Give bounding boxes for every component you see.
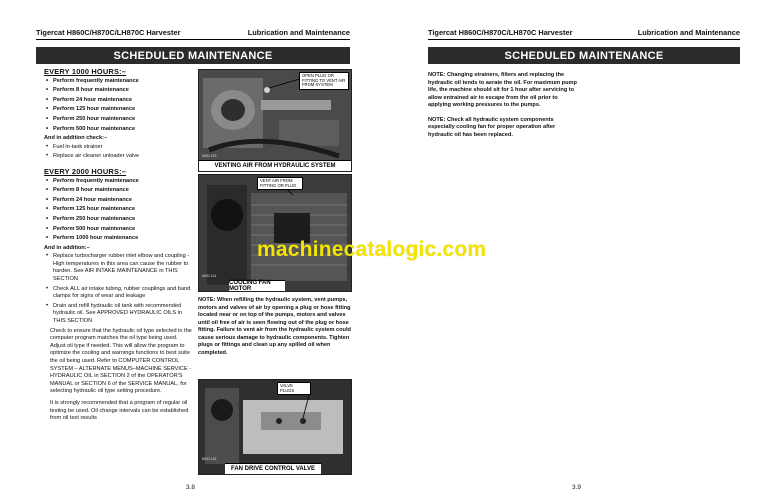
list-item: • Fuel in-tank strainer [44,144,194,152]
fan-drive-caption: FAN DRIVE CONTROL VALVE [225,463,321,474]
list-item: • Perform 250 hour maintenance [44,116,194,124]
list-item: • Replace turbocharger rubber inlet elbow and coupling - High temperatures in this area can cause the rubber to harden. See AIR INTAKE MAINTENANCE in THIS SECTION [44,253,194,283]
left-header-section: Lubrication and Maintenance [247,28,350,37]
every-1000-list [44,78,194,134]
left-header-title: Tigercat H860C/H870C/LH870C Harvester [36,28,181,37]
fan-drive-callout: VALVE PLUGS [277,382,311,395]
list-item: • Perform 8 hour maintenance [44,87,194,95]
right-running-header [428,18,740,40]
list-item: • Perform frequently maintenance [44,178,194,186]
list-item: • Perform 500 hour maintenance [44,126,194,134]
every-1000-heading: EVERY 1000 HOURS:– [44,67,127,76]
left-section-banner: SCHEDULED MAINTENANCE [36,47,350,64]
every-2000-list [44,178,194,243]
fan-drive-photo-id: 8600-136 [202,457,217,461]
list-item: • Perform 1000 hour maintenance [44,235,194,243]
list-item: • Perform frequently maintenance [44,78,194,86]
list-item: • Check ALL air intake tubing, rubber couplings and band clamps for signs of wear and leakage [44,286,194,301]
cooling-fan-photo [198,174,352,292]
venting-photo-id: 8600-139 [202,154,217,158]
list-item: • Drain and refill hydraulic oil tank with recommended hydraulic oil. See APPROVED HYDRAULIC OILS in THIS SECTION [44,303,194,326]
right-header-title: Tigercat H860C/H870C/LH870C Harvester [428,28,573,37]
oil-testing-paragraph: It is strongly recommended that a program of regular oil testing be used. Oil change intervals can be established from oil test results [50,399,189,422]
cooling-photo-id: 8600-144 [202,274,217,278]
every-2000-section [44,168,194,423]
refilling-note: NOTE: When refilling the hydraulic system, vent pumps, motors and valves of air by opening a plug or hose fitting located near or on top of the pumps, motors and valves until oil free of air is seen flowing out of the plug or hose fitting. Failure to vent air from the hydraulic system could cause serious damage to hydraulic components. Tighten plugs or fittings and clean up any spilled oil when completed. [198,297,351,356]
right-notes [428,72,578,146]
watermark: machinecatalogic.com [257,238,487,261]
every-2000-addition-list [44,253,194,325]
aeration-note: NOTE: Changing strainers, filters and replacing the hydraulic oil tends to aerate the oil. For maximum pump life, the machine should sit for 1 hour after servicing to allow entrained air to escape from the oil prior to applying working pressures to the pumps. [428,72,577,108]
left-page-number: 3.8 [186,484,195,491]
every-2000-heading: EVERY 2000 HOURS:– [44,166,127,176]
fan-drive-illustration [199,380,352,475]
maintenance-schedule-column [44,68,194,427]
fan-drive-photo [198,379,352,475]
list-item: • Perform 250 hour maintenance [44,216,194,224]
venting-callout: OPEN PLUG OR FITTING TO VENT AIR FROM SYSTEM [299,72,349,90]
right-page-number: 3.9 [572,484,581,491]
cooling-callout: VENT AIR FROM FITTING OR PLUG [257,177,303,190]
list-item: • Replace air cleaner unloader valve [44,153,194,161]
left-running-header [36,18,350,40]
list-item: • Perform 500 hour maintenance [44,226,194,234]
every-1000-addition-label: And in addition check:– [44,135,108,142]
right-section-banner: SCHEDULED MAINTENANCE [428,47,740,64]
list-item: • Perform 24 hour maintenance [44,97,194,105]
list-item: • Perform 125 hour maintenance [44,106,194,114]
venting-air-photo [198,69,352,172]
list-item: • Perform 24 hour maintenance [44,197,194,205]
oil-type-paragraph: Check to ensure that the hydraulic oil type selected in the computer program matches the oil type being used. Adjust oil type if needed. This will allow the program to optimize the cooling and warnings functions to best suite the oil being used. Refer to COMPUTER CONTROL SYSTEM – ALTERNATE MENUS–MACHINE SERVICE - HYDRAULIC OIL in SECTION 2 of the OPERATOR'S MANUAL or SECTION 6 of the SERVICE MANUAL, for selecting hydraulic oil type setting procedure. [50,327,192,395]
cooling-caption: COOLING FAN MOTOR [229,280,285,291]
list-item: • Perform 125 hour maintenance [44,206,194,214]
venting-caption: VENTING AIR FROM HYDRAULIC SYSTEM [199,160,351,171]
cooling-check-note: NOTE: Check all hydraulic system components especially cooling fan for proper operation after hydraulic oil has been replaced. [428,116,556,138]
every-1000-addition-list [44,144,194,161]
every-2000-addition-label: And in addition:– [44,244,90,251]
list-item: • Perform 8 hour maintenance [44,187,194,195]
right-header-section: Lubrication and Maintenance [637,28,740,37]
cooling-fan-illustration [199,175,352,292]
